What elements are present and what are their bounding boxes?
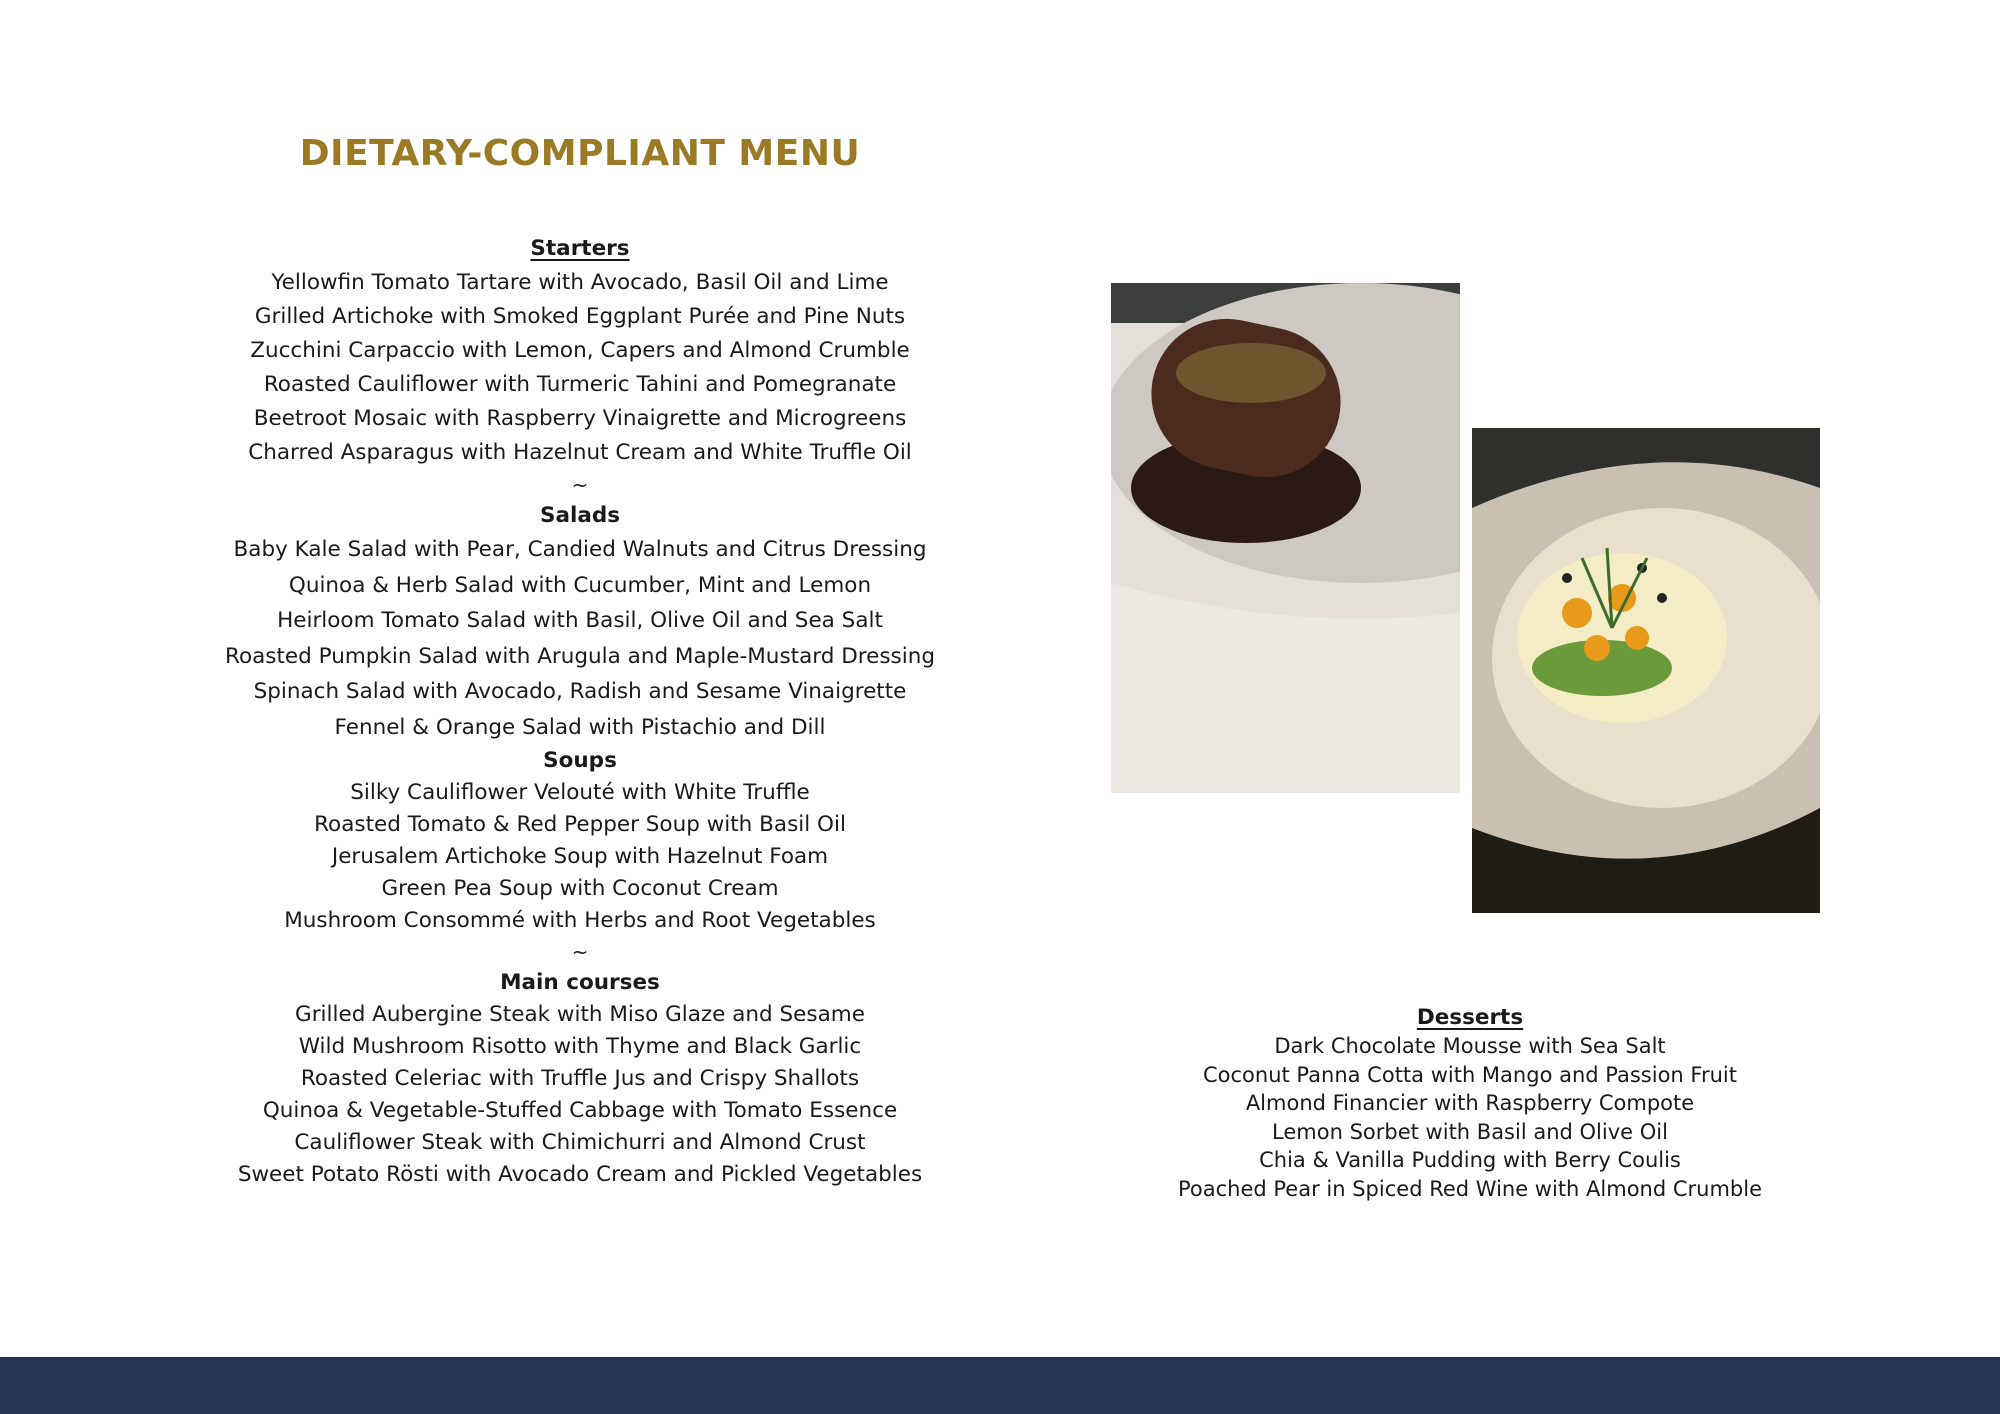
dessert-item: Lemon Sorbet with Basil and Olive Oil: [1272, 1119, 1668, 1144]
chocolate-dessert-photo: [1111, 283, 1460, 793]
salad-item: Roasted Pumpkin Salad with Arugula and Maple-Mustard Dressing: [224, 643, 935, 669]
starters-heading: Starters: [530, 236, 630, 261]
main-item: Cauliflower Steak with Chimichurri and Almond Crust: [294, 1130, 866, 1155]
starter-item: Grilled Artichoke with Smoked Eggplant Purée and Pine Nuts: [254, 304, 906, 329]
menu-title: DIETARY-COMPLIANT MENU: [299, 133, 861, 174]
starter-item: Yellowfin Tomato Tartare with Avocado, Basil Oil and Lime: [271, 270, 889, 295]
starters-section: [180, 232, 980, 470]
soup-item: Jerusalem Artichoke Soup with Hazelnut Foam: [331, 844, 829, 869]
dessert-item: Dark Chocolate Mousse with Sea Salt: [1274, 1034, 1666, 1058]
salad-item: Fennel & Orange Salad with Pistachio and Dill: [334, 714, 826, 740]
mains-heading: Main courses: [500, 970, 660, 995]
soup-item: Mushroom Consommé with Herbs and Root Vegetables: [284, 908, 876, 933]
salads-heading: Salads: [539, 503, 621, 528]
mains-section: [180, 967, 980, 1191]
salads-section: [180, 500, 980, 745]
dessert-item: Chia & Vanilla Pudding with Berry Coulis: [1259, 1148, 1681, 1172]
main-item: Wild Mushroom Risotto with Thyme and Black Garlic: [298, 1034, 862, 1059]
menu-left-column: [180, 232, 980, 1191]
salad-item: Quinoa & Herb Salad with Cucumber, Mint and Lemon: [288, 572, 872, 598]
main-item: Quinoa & Vegetable-Stuffed Cabbage with Tomato Essence: [262, 1098, 898, 1123]
dessert-item: Coconut Panna Cotta with Mango and Passion Fruit: [1203, 1062, 1737, 1087]
salad-item: Baby Kale Salad with Pear, Candied Walnuts and Citrus Dressing: [233, 537, 927, 562]
section-separator: ~: [571, 473, 589, 497]
salad-item: Spinach Salad with Avocado, Radish and Sesame Vinaigrette: [253, 679, 907, 704]
main-item: Roasted Celeriac with Truffle Jus and Crispy Shallots: [300, 1066, 860, 1091]
starter-item: Zucchini Carpaccio with Lemon, Capers and Almond Crumble: [250, 338, 910, 363]
dessert-item: Almond Financier with Raspberry Compote: [1245, 1091, 1695, 1115]
soups-section: [180, 745, 980, 937]
starter-item: Charred Asparagus with Hazelnut Cream and White Truffle Oil: [248, 440, 912, 465]
main-item: Sweet Potato Rösti with Avocado Cream and Pickled Vegetables: [237, 1162, 923, 1187]
dessert-item: Poached Pear in Spiced Red Wine with Almond Crumble: [1177, 1176, 1763, 1201]
section-separator: ~: [571, 940, 589, 964]
soups-heading: Soups: [543, 748, 617, 773]
menu-right-column: [1120, 1002, 1820, 1203]
soup-item: Silky Cauliflower Velouté with White Truffle: [350, 780, 810, 805]
starter-item: Roasted Cauliflower with Turmeric Tahini and Pomegranate: [263, 372, 897, 397]
desserts-section: [1120, 1002, 1820, 1203]
footer-bar: [0, 1357, 2000, 1414]
soup-item: Green Pea Soup with Coconut Cream: [381, 876, 779, 901]
main-item: Grilled Aubergine Steak with Miso Glaze and Sesame: [295, 1002, 865, 1027]
soup-item: Roasted Tomato & Red Pepper Soup with Basil Oil: [314, 812, 846, 837]
starter-item: Beetroot Mosaic with Raspberry Vinaigrette and Microgreens: [253, 406, 907, 431]
desserts-heading: Desserts: [1416, 1005, 1524, 1030]
salad-item: Heirloom Tomato Salad with Basil, Olive Oil and Sea Salt: [277, 608, 883, 633]
citrus-dish-photo: [1472, 428, 1820, 913]
